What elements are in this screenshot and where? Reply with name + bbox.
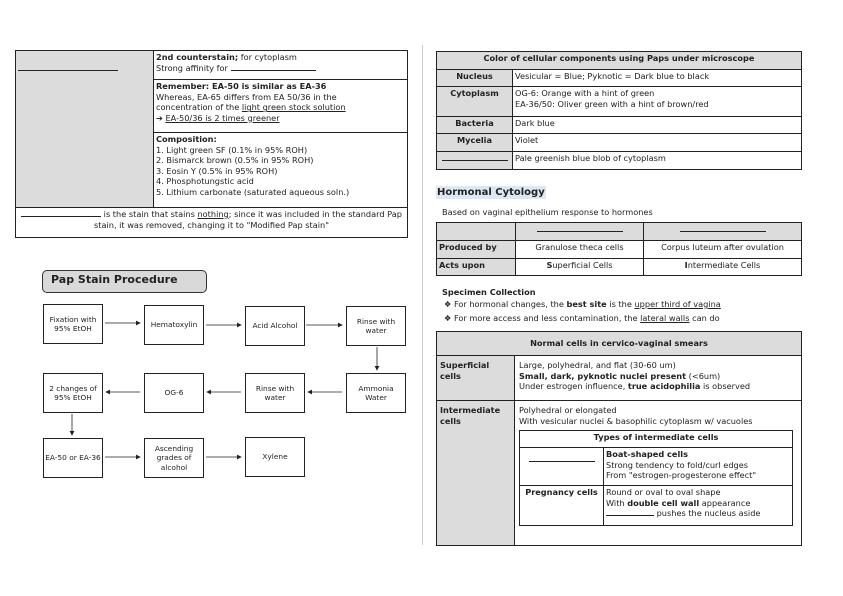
intermediate-types-table: Types of intermediate cells Boat-shaped cells Strong tendency to fold/curl edges From "estrogen-progesterone effect" Pregnancy cells Round or oval to oval shape With double cell wall appearance pushes the nucleus aside (519, 430, 793, 526)
cell: Corpus luteum after ovulation (644, 241, 802, 259)
row-value: OG-6: Orange with a hint of green EA-36/50: Oliver green with a hint of brown/red (513, 87, 802, 117)
step-fixation: Fixation with 95% EtOH (43, 304, 103, 344)
step-ammonia-water: Ammonia Water (346, 373, 406, 413)
row-value: Violet (513, 134, 802, 152)
counterstain-cell: 2nd counterstain; for cytoplasm Strong affinity for (154, 51, 408, 80)
step-rinse-1: Rinse with water (346, 306, 406, 346)
step-ea: EA-50 or EA-36 (43, 438, 103, 478)
footer-cell: is the stain that stains nothing; since it was included in the standard Pap stain, it was removed, changing it to "Modified Pap stain" (16, 208, 408, 238)
specimen-bullet: ❖ For more access and less contamination, the lateral walls can do (444, 313, 720, 323)
colors-title: Color of cellular components using Paps under microscope (437, 52, 802, 70)
step-ethanol-changes: 2 changes of 95% EtOH (43, 373, 103, 413)
composition-cell: Composition: 1. Light green SF (0.1% in 95% ROH) 2. Bismarck brown (0.5% in 95% ROH) 3. Eosin Y (0.5% in 95% ROH) 4. Phosphotungstic acid 5. Lithium carbonate (saturated aqueous soln.) (154, 133, 408, 208)
diamond-bullet-icon: ❖ (444, 313, 454, 323)
procedure-heading: Pap Stain Procedure (42, 270, 207, 293)
row-label: Bacteria (437, 117, 513, 134)
row-label: Acts upon (437, 259, 516, 276)
step-og6: OG-6 (144, 373, 204, 413)
colors-table (436, 51, 802, 170)
row-value: Vesicular = Blue; Pyknotic = Dark blue to black (513, 70, 802, 87)
step-hematoxylin: Hematoxylin (144, 305, 204, 345)
hormonal-heading: Hormonal Cytology (437, 187, 545, 198)
cell: Superficial Cells (516, 259, 644, 276)
specimen-bullet: ❖ For hormonal changes, the best site is the upper third of vagina (444, 299, 721, 309)
row-label: Cytoplasm (437, 87, 513, 117)
step-acid-alcohol: Acid Alcohol (245, 306, 305, 346)
row-label: Nucleus (437, 70, 513, 87)
step-xylene: Xylene (245, 437, 305, 477)
specimen-heading: Specimen Collection (442, 287, 536, 297)
hormonal-table (436, 222, 802, 276)
row-label: Mycelia (437, 134, 513, 152)
normal-cells-table: Normal cells in cervico-vaginal smears Superficial cells Large, polyhedral, and flat (30-60 um) Small, dark, pyknotic nuclei present (<6um) Under estrogen influence, true acidophilia is observed Intermediate cells Polyhedral or elongated With vesicular nuclei & basophilic cytoplasm w/ vacuoles (436, 331, 802, 546)
row-label: Produced by (437, 241, 516, 259)
hormonal-subtitle: Based on vaginal epithelium response to hormones (442, 207, 653, 217)
step-rinse-2: Rinse with water (245, 373, 305, 413)
row-value: Pale greenish blue blob of cytoplasm (513, 152, 802, 170)
diamond-bullet-icon: ❖ (444, 299, 454, 309)
cell: Granulose theca cells (516, 241, 644, 259)
row-value: Dark blue (513, 117, 802, 134)
remember-cell: Remember: EA-50 is similar as EA-36 Whereas, EA-65 differs from EA 50/36 in the concentration of the light green stock solution ➔ EA-50/36 is 2 times greener (154, 80, 408, 133)
step-ascending-alcohol: Ascending grades of alcohol (144, 438, 204, 478)
cell: Intermediate Cells (644, 259, 802, 276)
row-label (437, 152, 513, 170)
